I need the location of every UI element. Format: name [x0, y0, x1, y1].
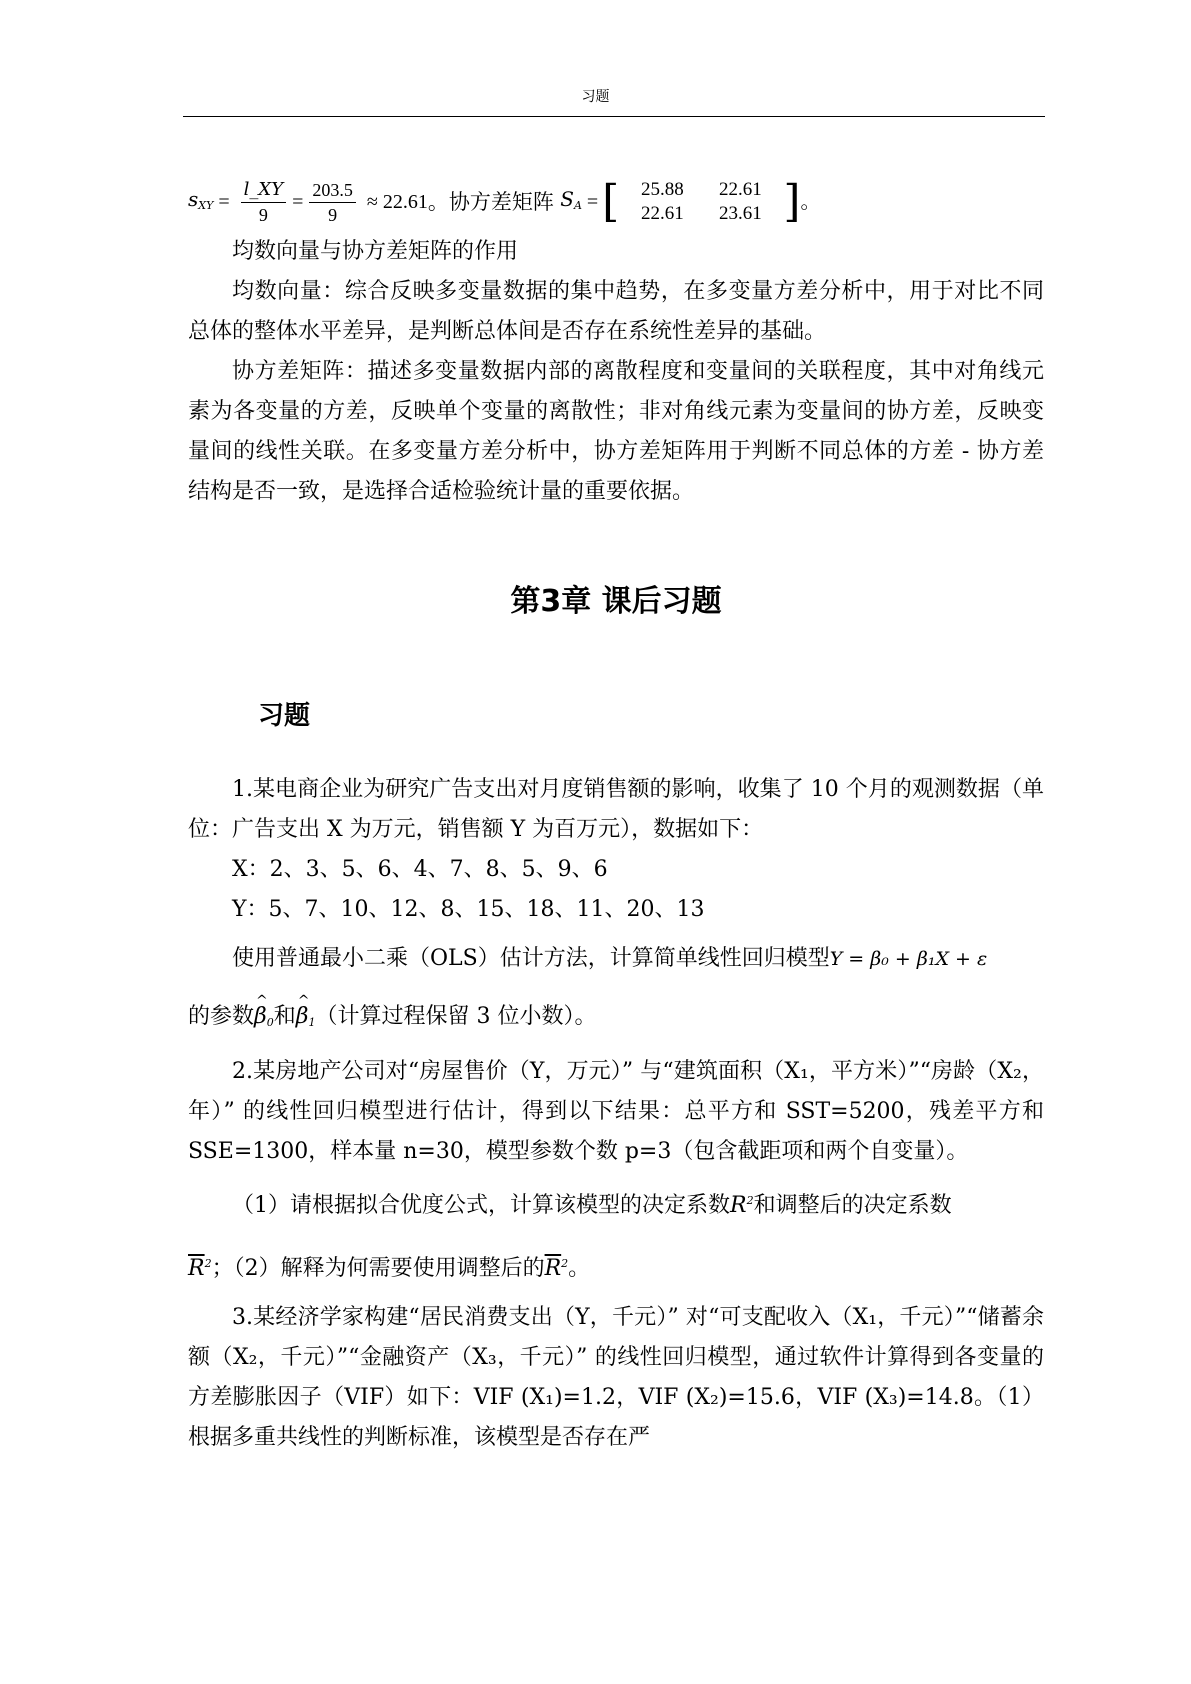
- exercise-2-questions-cont: $\overline{R}^2$；（2）解释为何需要使用调整后的$\overline{R}^2$。: [188, 1256, 591, 1281]
- header-rule: [183, 116, 1045, 117]
- covariance-matrix: [ 25.88 22.61 22.61 23.61 ]: [602, 176, 801, 227]
- exercise-1-method: 使用普通最小二乘（OLS）估计方法，计算简单线性回归模型Y = β₀ + β₁X + ε: [232, 946, 988, 971]
- exercise-1-x-data: X：2、3、5、6、4、7、8、5、9、6: [232, 857, 608, 882]
- exercise-2-questions: （1）请根据拟合优度公式，计算该模型的决定系数$R^2$和调整后的决定系数: [232, 1193, 952, 1218]
- exercise-1-params: 的参数^ $\beta_0$和^ $\beta_1$（计算过程保留 3 位小数）。: [188, 988, 1044, 1052]
- exercise-1-y-data: Y：5、7、10、12、8、15、18、11、20、13: [232, 897, 705, 922]
- page-header: 习题: [581, 89, 610, 105]
- paragraph-mean-vector: 均数向量：综合反映多变量数据的集中趋势，在多变量方差分析中，用于对比不同总体的整体水平差异，是判断总体间是否存在系统性差异的基础。: [188, 279, 1044, 344]
- exercise-1-intro: 1.某电商企业为研究广告支出对月度销售额的影响，收集了 10 个月的观测数据（单位：广告支出 X 为万元，销售额 Y 为百万元），数据如下：: [188, 777, 1044, 842]
- section-title: 习题: [258, 701, 311, 731]
- paragraph-heading: 均数向量与协方差矩阵的作用: [232, 239, 519, 264]
- regression-equation: Y = β₀ + β₁X + ε: [829, 948, 988, 970]
- chapter-title: 第3章 课后习题: [510, 584, 722, 619]
- page-content: [188, 172, 1044, 1458]
- covariance-formula: $s_{XY}$ = $\frac{l\_XY}{9}$ = $\frac{203.5}{9}$ ≈ 22.61 。协方差矩阵 $S_A$ = [ 25.88 22.61 22.61 23.61 ] 。: [188, 176, 821, 227]
- exercise-3-intro: 3.某经济学家构建“居民消费支出（Y，千元）” 对“可支配收入（X₁，千元）”“储蓄余额（X₂，千元）”“金融资产（X₃，千元）” 的线性回归模型，通过软件计算得到各变量的方差膨胀因子（VIF）如下：VIF (X₁)=1.2，VIF (X₂)=15.6，VIF (X₃)=14.8。（1）根据多重共线性的判断标准，该模型是否存在严: [188, 1305, 1044, 1450]
- exercise-2-intro: 2.某房地产公司对“房屋售价（Y，万元）” 与“建筑面积（X₁，平方米）”“房龄（X₂，年）” 的线性回归模型进行估计，得到以下结果：总平方和 SST=5200，残差平方和 SSE=1300，样本量 n=30，模型参数个数 p=3（包含截距项和两个自变量）。: [188, 1059, 1044, 1164]
- paragraph-covariance-matrix: 协方差矩阵：描述多变量数据内部的离散程度和变量间的关联程度，其中对角线元素为各变量的方差，反映单个变量的离散性；非对角线元素为变量间的协方差，反映变量间的线性关联。在多变量方差分析中，协方差矩阵用于判断不同总体的方差 - 协方差结构是否一致，是选择合适检验统计量的重要依据。: [188, 359, 1044, 504]
